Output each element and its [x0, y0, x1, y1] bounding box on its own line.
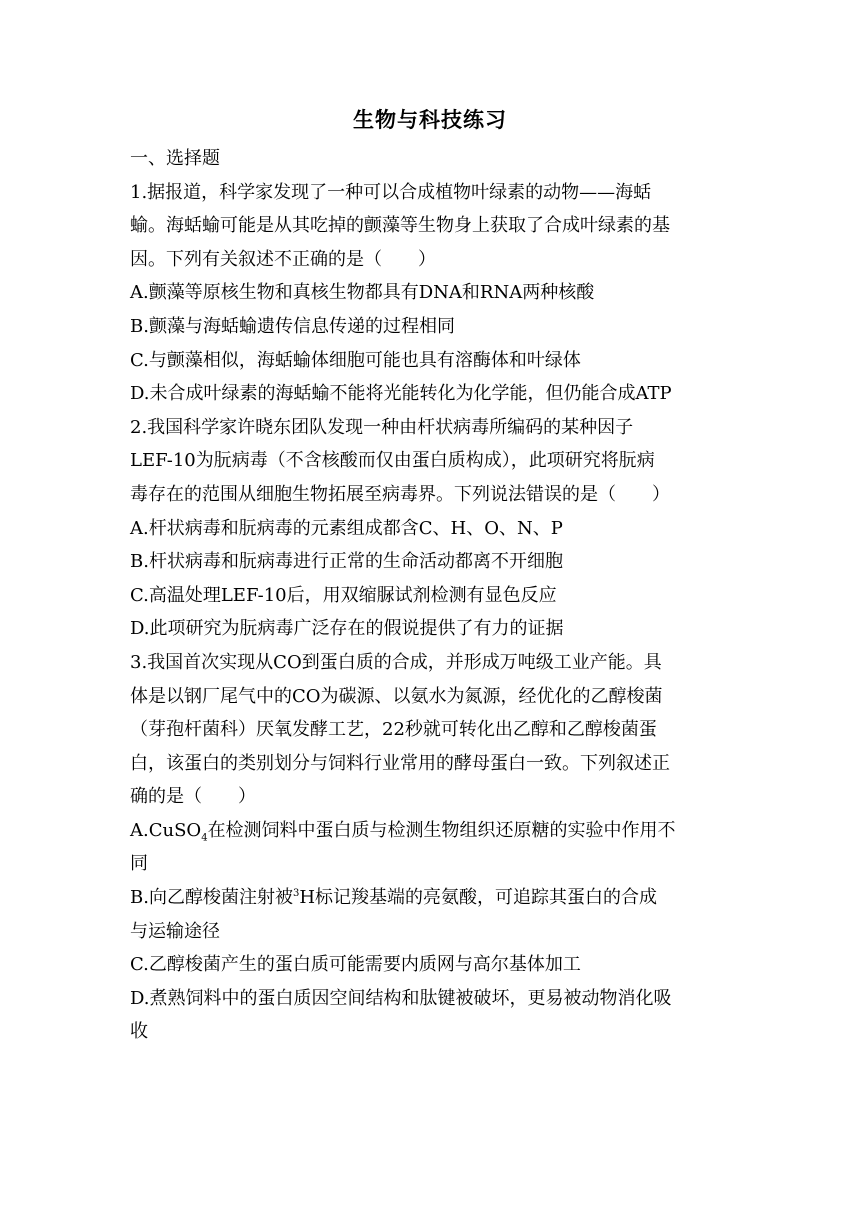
- question-1-option-c: C.与颤藻相似，海蛞蝓体细胞可能也具有溶酶体和叶绿体: [130, 349, 581, 371]
- option-a-text: 在检测饲料中蛋白质与检测生物组织还原糖的实验中作用不: [207, 819, 676, 841]
- subscript-4: 4: [201, 832, 208, 844]
- question-3-line: 体是以钢厂尾气中的CO为碳源、以氨水为氮源，经优化的乙醇梭菌: [130, 685, 663, 707]
- question-2-line: 毒存在的范围从细胞生物拓展至病毒界。下列说法错误的是（ ）: [130, 483, 670, 505]
- question-1-line: 1.据报道，科学家发现了一种可以合成植物叶绿素的动物——海蛞: [130, 181, 652, 203]
- question-1-option-a: A.颤藻等原核生物和真核生物都具有DNA和RNA两种核酸: [130, 282, 595, 304]
- option-b-prefix: B.向乙醇梭菌注射被: [130, 887, 293, 909]
- document-content: [130, 142, 732, 1049]
- question-2-option-d: D.此项研究为朊病毒广泛存在的假说提供了有力的证据: [130, 618, 564, 640]
- question-1-line: 因。下列有关叙述不正确的是（ ）: [130, 248, 436, 270]
- question-3-line: （芽孢杆菌科）厌氧发酵工艺，22秒就可转化出乙醇和乙醇梭菌蛋: [130, 719, 657, 741]
- question-1-option-d: D.未合成叶绿素的海蛞蝓不能将光能转化为化学能，但仍能合成ATP: [130, 383, 672, 405]
- option-b-text: H标记羧基端的亮氨酸，可追踪其蛋白的合成: [299, 887, 658, 909]
- option-a-prefix: A.CuSO: [130, 819, 202, 841]
- question-3-line: 确的是（ ）: [130, 786, 256, 808]
- superscript-3: 3: [292, 888, 300, 900]
- question-3-option-d: D.煮熟饲料中的蛋白质因空间结构和肽键被破坏，更易被动物消化吸: [130, 987, 672, 1009]
- document-title: 生物与科技练习: [353, 107, 507, 132]
- question-3-option-a: [130, 814, 732, 848]
- question-1-option-b: B.颤藻与海蛞蝓遗传信息传递的过程相同: [130, 315, 455, 337]
- question-3-line: 白，该蛋白的类别划分与饲料行业常用的酵母蛋白一致。下列叙述正: [130, 752, 670, 774]
- question-3-option-a-cont: 同: [130, 853, 148, 875]
- question-1-line: 蝓。海蛞蝓可能是从其吃掉的颤藻等生物身上获取了合成叶绿素的基: [130, 215, 670, 237]
- question-2-line: 2.我国科学家许晓东团队发现一种由杆状病毒所编码的某种因子: [130, 416, 634, 438]
- question-2-line: LEF-10为朊病毒（不含核酸而仅由蛋白质构成），此项研究将朊病: [130, 450, 655, 472]
- question-2-option-b: B.杆状病毒和朊病毒进行正常的生命活动都离不开细胞: [130, 551, 563, 573]
- question-3-option-b: [130, 881, 732, 915]
- question-3-option-d-cont: 收: [130, 1021, 148, 1043]
- section-heading: 一、选择题: [130, 148, 220, 169]
- question-3-option-b-cont: 与运输途径: [130, 920, 220, 942]
- question-3-line: 3.我国首次实现从CO到蛋白质的合成，并形成万吨级工业产能。具: [130, 651, 662, 673]
- question-3-option-c: C.乙醇梭菌产生的蛋白质可能需要内质网与高尔基体加工: [130, 954, 581, 976]
- question-2-option-c: C.高温处理LEF-10后，用双缩脲试剂检测有显色反应: [130, 584, 557, 606]
- question-2-option-a: A.杆状病毒和朊病毒的元素组成都含C、H、O、N、P: [130, 517, 563, 539]
